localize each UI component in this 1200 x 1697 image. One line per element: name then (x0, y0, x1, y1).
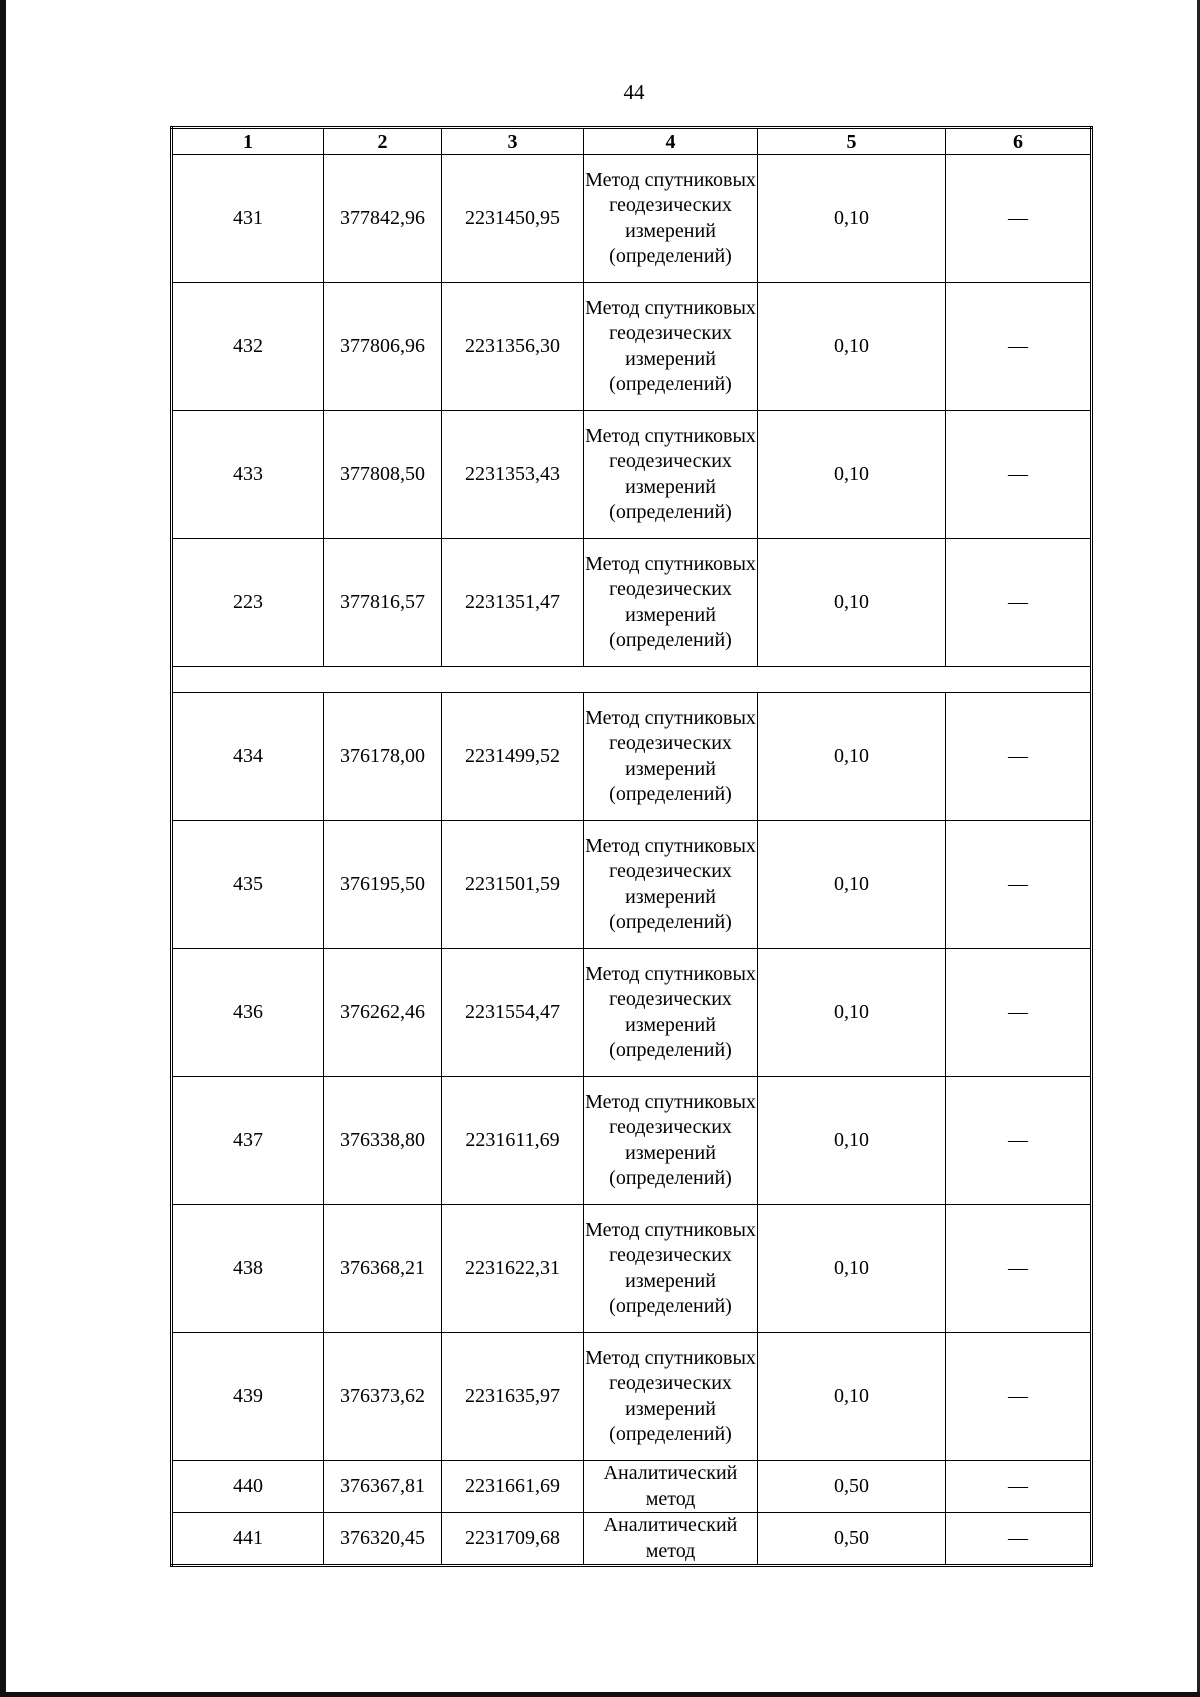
accuracy-cell: 0,10 (758, 411, 946, 539)
point-number-cell: 437 (172, 1077, 324, 1205)
table-row (172, 155, 1092, 283)
y-coordinate-cell: 2231661,69 (442, 1461, 584, 1513)
method-cell: Метод спутниковых геодезических измерений (определений) (584, 1077, 758, 1205)
header-col-5: 5 (758, 128, 946, 155)
description-cell: — (946, 1333, 1092, 1461)
y-coordinate-cell: 2231450,95 (442, 155, 584, 283)
description-cell: — (946, 1077, 1092, 1205)
y-coordinate-cell: 2231351,47 (442, 539, 584, 667)
y-coordinate-cell: 2231611,69 (442, 1077, 584, 1205)
y-coordinate-cell: 2231501,59 (442, 821, 584, 949)
x-coordinate-cell: 377842,96 (324, 155, 442, 283)
scan-edge-bottom (0, 1692, 1200, 1697)
description-cell: — (946, 1513, 1092, 1566)
method-cell: Метод спутниковых геодезических измерений (определений) (584, 1333, 758, 1461)
description-cell: — (946, 1205, 1092, 1333)
table-row (172, 949, 1092, 1077)
x-coordinate-cell: 376373,62 (324, 1333, 442, 1461)
header-col-6: 6 (946, 128, 1092, 155)
x-coordinate-cell: 376262,46 (324, 949, 442, 1077)
table-row (172, 1077, 1092, 1205)
description-cell: — (946, 539, 1092, 667)
y-coordinate-cell: 2231709,68 (442, 1513, 584, 1566)
table-row (172, 411, 1092, 539)
x-coordinate-cell: 376368,21 (324, 1205, 442, 1333)
header-col-4: 4 (584, 128, 758, 155)
table-row (172, 1513, 1092, 1566)
point-number-cell: 440 (172, 1461, 324, 1513)
x-coordinate-cell: 377808,50 (324, 411, 442, 539)
method-cell: Аналитический метод (584, 1513, 758, 1566)
description-cell: — (946, 1461, 1092, 1513)
table-row (172, 1333, 1092, 1461)
description-cell: — (946, 411, 1092, 539)
description-cell: — (946, 155, 1092, 283)
table-separator-row (172, 667, 1092, 693)
method-cell: Метод спутниковых геодезических измерений (определений) (584, 155, 758, 283)
accuracy-cell: 0,10 (758, 539, 946, 667)
x-coordinate-cell: 377806,96 (324, 283, 442, 411)
point-number-cell: 441 (172, 1513, 324, 1566)
point-number-cell: 435 (172, 821, 324, 949)
point-number-cell: 433 (172, 411, 324, 539)
accuracy-cell: 0,10 (758, 155, 946, 283)
method-cell: Метод спутниковых геодезических измерений (определений) (584, 693, 758, 821)
method-cell: Метод спутниковых геодезических измерений (определений) (584, 539, 758, 667)
y-coordinate-cell: 2231499,52 (442, 693, 584, 821)
header-col-1: 1 (172, 128, 324, 155)
x-coordinate-cell: 377816,57 (324, 539, 442, 667)
description-cell: — (946, 821, 1092, 949)
accuracy-cell: 0,10 (758, 283, 946, 411)
point-number-cell: 431 (172, 155, 324, 283)
y-coordinate-cell: 2231353,43 (442, 411, 584, 539)
description-cell: — (946, 693, 1092, 821)
separator-cell (172, 667, 1092, 693)
coordinates-table (170, 126, 1093, 1567)
accuracy-cell: 0,50 (758, 1461, 946, 1513)
accuracy-cell: 0,10 (758, 1205, 946, 1333)
point-number-cell: 436 (172, 949, 324, 1077)
description-cell: — (946, 949, 1092, 1077)
page-number: 44 (623, 80, 645, 104)
accuracy-cell: 0,50 (758, 1513, 946, 1566)
method-cell: Метод спутниковых геодезических измерений (определений) (584, 1205, 758, 1333)
x-coordinate-cell: 376178,00 (324, 693, 442, 821)
y-coordinate-cell: 2231622,31 (442, 1205, 584, 1333)
table-body (172, 155, 1092, 1566)
y-coordinate-cell: 2231554,47 (442, 949, 584, 1077)
accuracy-cell: 0,10 (758, 1333, 946, 1461)
x-coordinate-cell: 376367,81 (324, 1461, 442, 1513)
y-coordinate-cell: 2231635,97 (442, 1333, 584, 1461)
scan-edge-left (0, 0, 6, 1697)
header-col-2: 2 (324, 128, 442, 155)
point-number-cell: 439 (172, 1333, 324, 1461)
table-row (172, 1205, 1092, 1333)
x-coordinate-cell: 376195,50 (324, 821, 442, 949)
x-coordinate-cell: 376338,80 (324, 1077, 442, 1205)
accuracy-cell: 0,10 (758, 821, 946, 949)
x-coordinate-cell: 376320,45 (324, 1513, 442, 1566)
method-cell: Аналитический метод (584, 1461, 758, 1513)
point-number-cell: 432 (172, 283, 324, 411)
table-row (172, 283, 1092, 411)
y-coordinate-cell: 2231356,30 (442, 283, 584, 411)
point-number-cell: 434 (172, 693, 324, 821)
accuracy-cell: 0,10 (758, 949, 946, 1077)
table-row (172, 1461, 1092, 1513)
description-cell: — (946, 283, 1092, 411)
point-number-cell: 223 (172, 539, 324, 667)
header-col-3: 3 (442, 128, 584, 155)
table-row (172, 539, 1092, 667)
accuracy-cell: 0,10 (758, 1077, 946, 1205)
table-row (172, 821, 1092, 949)
method-cell: Метод спутниковых геодезических измерений (определений) (584, 411, 758, 539)
method-cell: Метод спутниковых геодезических измерений (определений) (584, 949, 758, 1077)
method-cell: Метод спутниковых геодезических измерений (определений) (584, 283, 758, 411)
table-row (172, 693, 1092, 821)
method-cell: Метод спутниковых геодезических измерений (определений) (584, 821, 758, 949)
table-header-row (172, 128, 1092, 155)
accuracy-cell: 0,10 (758, 693, 946, 821)
point-number-cell: 438 (172, 1205, 324, 1333)
